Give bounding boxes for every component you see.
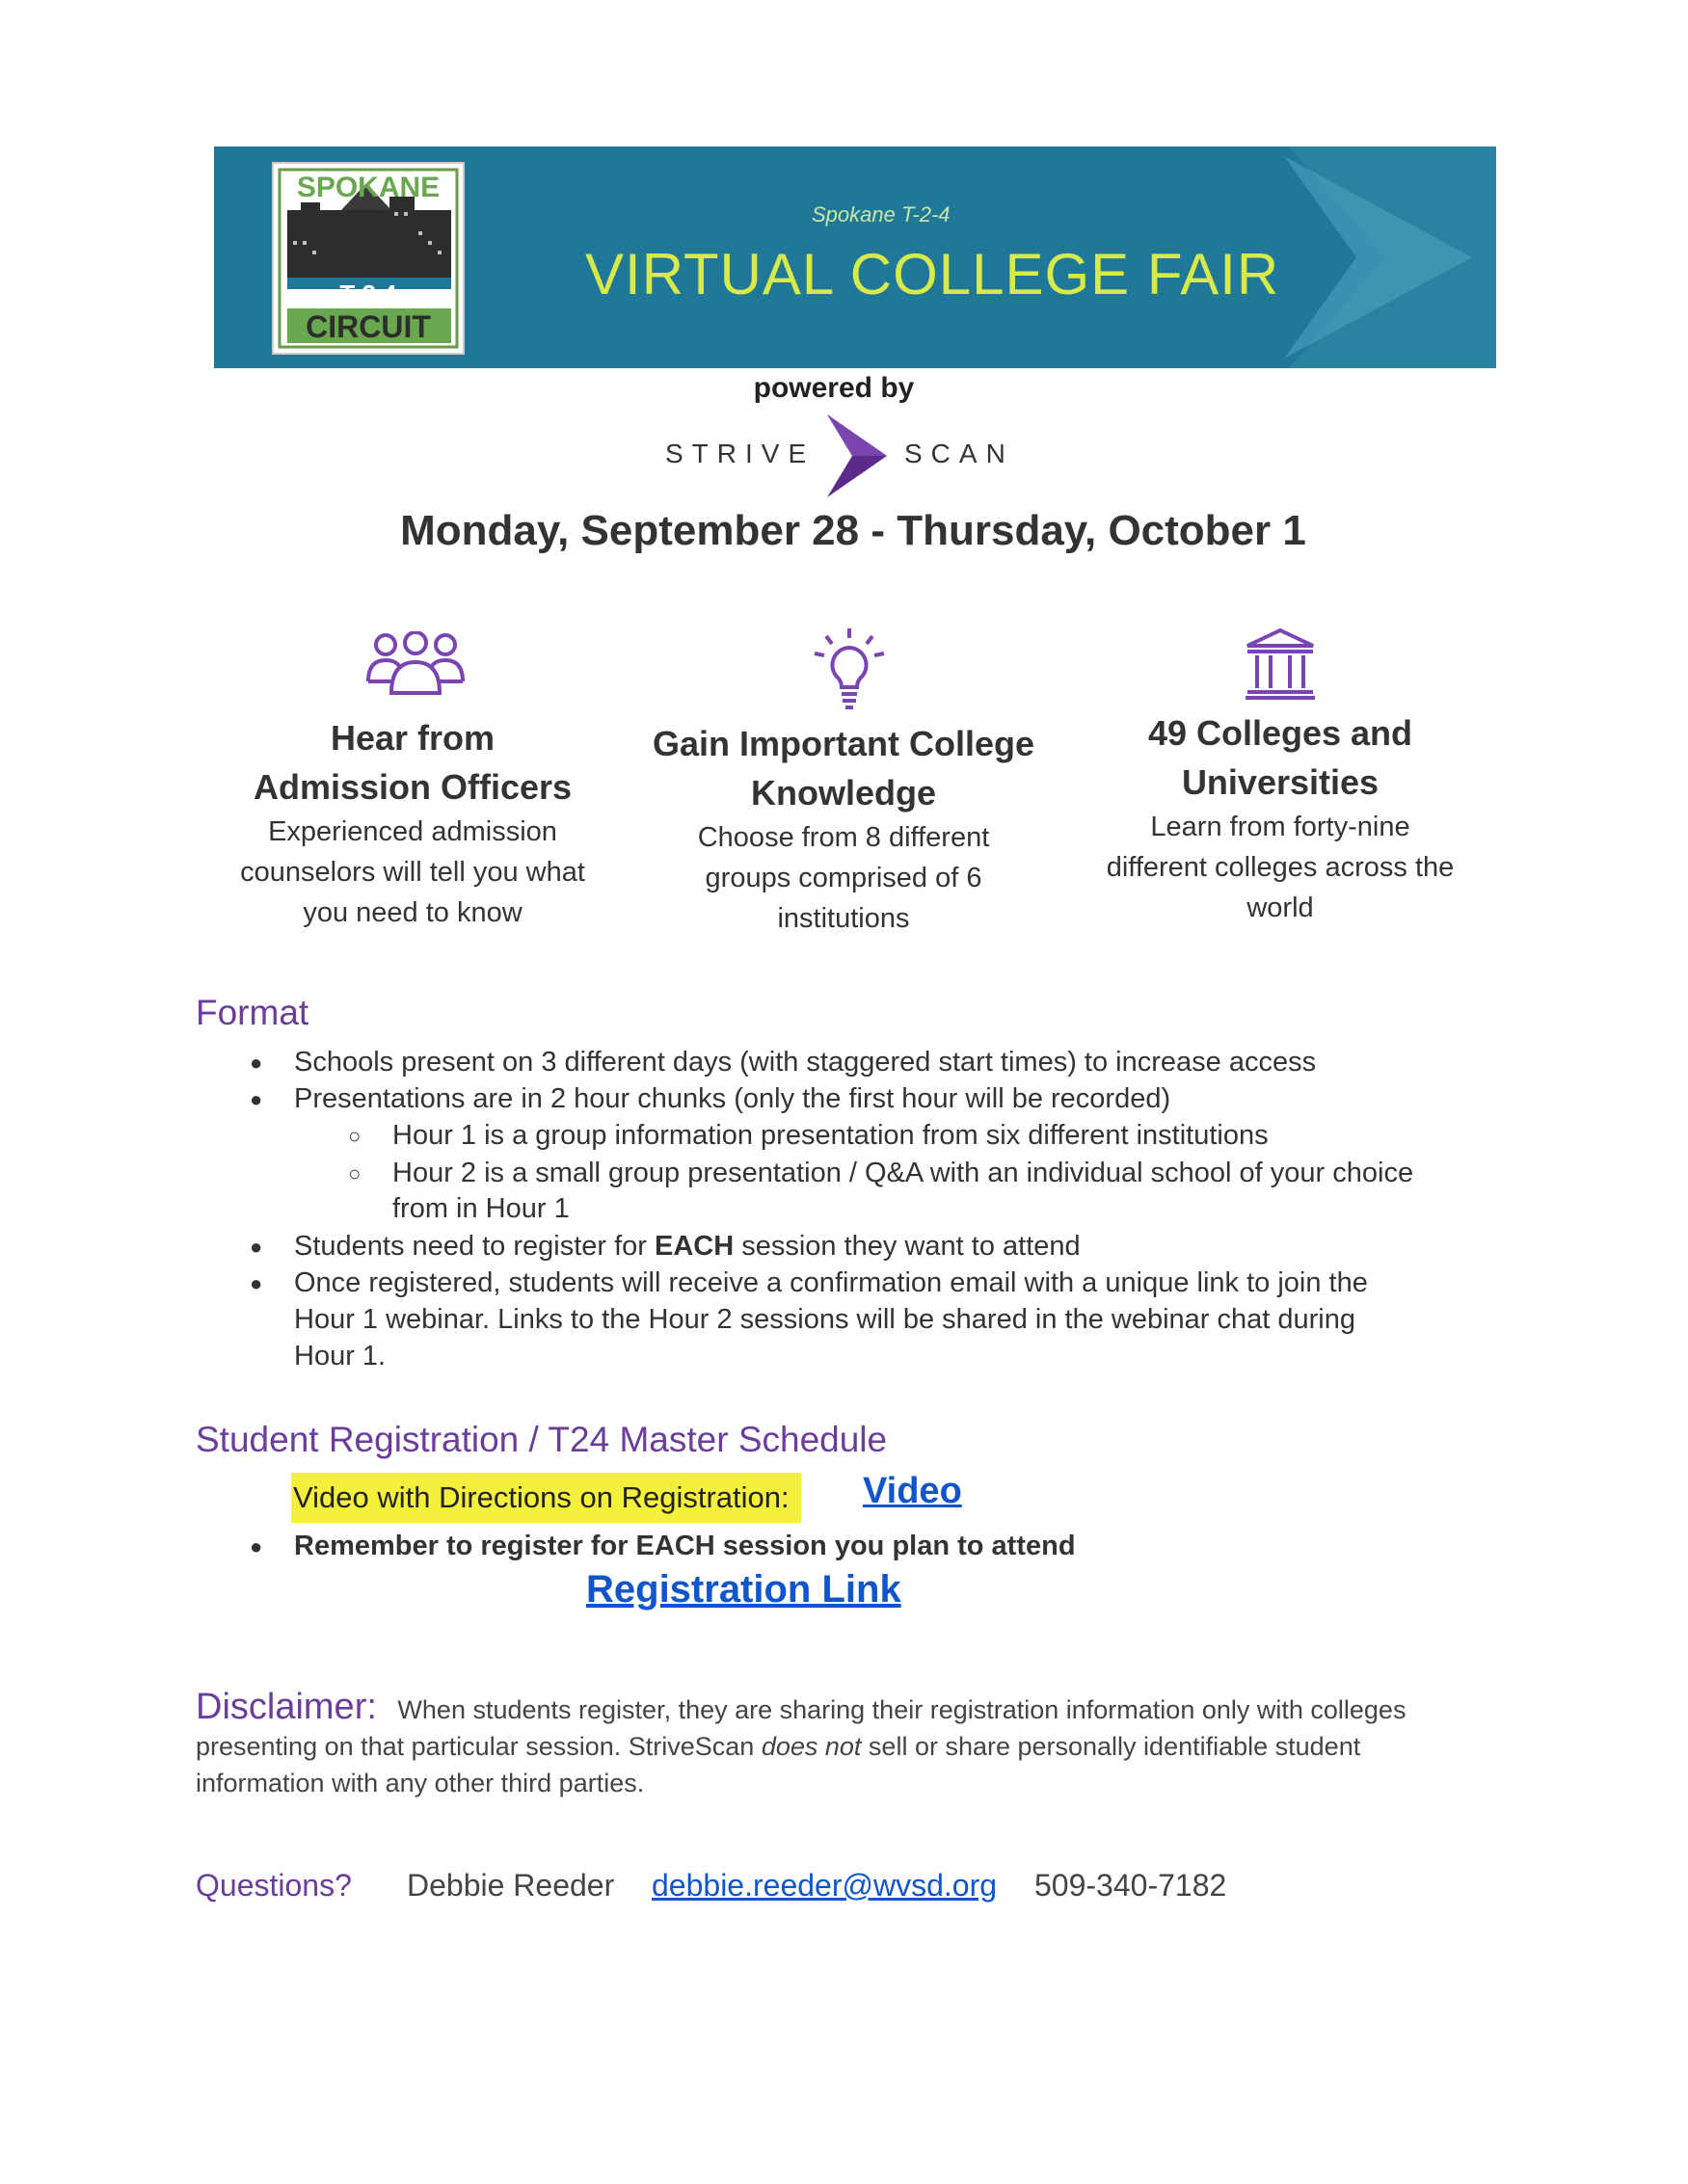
- feature-title-line: Hear from: [330, 718, 496, 758]
- chevron-right-icon: [812, 413, 898, 499]
- bullet-icon: ●: [250, 1271, 263, 1295]
- format-bullet: ● Schools present on 3 different days (with staggered start times) to increase access: [294, 1045, 1316, 1080]
- spokane-t24-circuit-logo: [272, 162, 465, 355]
- feature-description-line: counselors will tell you what: [240, 857, 585, 888]
- lightbulb-icon: [813, 626, 886, 718]
- format-bullet: ● Once registered, students will receive a confirmation email with a unique link to join the: [294, 1265, 1368, 1301]
- format-sub-bullet-continuation: from in Hour 1: [392, 1193, 570, 1224]
- format-bullet-continuation: Hour 1.: [294, 1341, 387, 1372]
- svg-text:CIRCUIT: CIRCUIT: [306, 309, 431, 344]
- feature-admission-officers: [210, 713, 615, 933]
- feature-description-line: world: [1246, 892, 1314, 923]
- people-group-icon: [364, 631, 467, 702]
- bullet-icon: ●: [250, 1087, 263, 1111]
- svg-text:SPOKANE: SPOKANE: [296, 172, 441, 203]
- header-banner: [214, 146, 1496, 368]
- bullet-icon: ●: [250, 1051, 263, 1075]
- feature-title-line: Knowledge: [750, 773, 936, 812]
- bullet-icon: ●: [250, 1235, 263, 1259]
- format-sub-bullet: ○ Hour 1 is a group information presentation from six different institutions: [392, 1118, 1269, 1154]
- feature-description-line: Experienced admission: [268, 816, 557, 847]
- brand-scan: SCAN: [904, 439, 1014, 468]
- format-heading: Format: [196, 993, 309, 1032]
- feature-title-line: Admission Officers: [253, 767, 573, 807]
- format-bullet-continuation: Hour 1 webinar. Links to the Hour 2 sessions will be shared in the webinar chat during: [294, 1304, 1355, 1335]
- brand-strive: STRIVE: [665, 439, 816, 468]
- svg-text:T 2 4: T 2 4: [339, 280, 397, 308]
- video-directions-label: Video with Directions on Registration:: [291, 1473, 801, 1523]
- feature-title-line: Gain Important College: [652, 724, 1035, 763]
- registration-link[interactable]: Registration Link: [586, 1568, 901, 1611]
- powered-by-label: powered by: [753, 372, 915, 404]
- feature-title-line: 49 Colleges and: [1147, 713, 1413, 753]
- format-sub-bullet: ○ Hour 2 is a small group presentation / Q&A with an individual school of your choice: [392, 1156, 1413, 1191]
- video-link[interactable]: Video: [863, 1471, 962, 1511]
- strivescan-logo: [665, 413, 1051, 499]
- feature-description-line: Learn from forty-nine: [1150, 812, 1410, 842]
- registration-reminder: ● Remember to register for EACH session you plan to attend: [294, 1529, 1076, 1564]
- feature-description-line: different colleges across the: [1106, 852, 1455, 883]
- feature-description-line: you need to know: [303, 897, 522, 928]
- format-bullet: ● Presentations are in 2 hour chunks (only the first hour will be recorded): [294, 1081, 1170, 1117]
- event-date-heading: Monday, September 28 - Thursday, October 1: [400, 507, 1306, 554]
- feature-title-line: Universities: [1181, 762, 1380, 802]
- format-bullet: ● Students need to register for EACH session they want to attend: [294, 1229, 1081, 1265]
- contact-phone: 509-340-7182: [1034, 1868, 1227, 1903]
- disclaimer-label: Disclaimer:: [196, 1687, 377, 1727]
- university-building-icon: [1244, 628, 1317, 705]
- feature-college-knowledge: [636, 719, 1051, 939]
- banner-subtitle: Spokane T-2-4: [812, 202, 951, 226]
- disclaimer-paragraph: Disclaimer: When students register, they are sharing their registration information only with colleges presenting on that particular session. StriveScan does not sell or share personally identifiable student information with any other third parties.: [196, 1687, 1407, 1798]
- feature-description-line: groups comprised of 6: [705, 863, 982, 893]
- contact-email-link[interactable]: debbie.reeder@wvsd.org: [652, 1868, 998, 1903]
- bullet-icon: ●: [250, 1534, 263, 1558]
- feature-colleges-universities: [1078, 708, 1483, 928]
- banner-title: VIRTUAL COLLEGE FAIR: [585, 242, 1280, 306]
- contact-name: Debbie Reeder: [407, 1868, 615, 1903]
- feature-description-line: institutions: [777, 903, 910, 934]
- registration-heading: Student Registration / T24 Master Schedule: [196, 1420, 888, 1459]
- circle-bullet-icon: ○: [348, 1124, 362, 1148]
- feature-description-line: Choose from 8 different: [697, 822, 990, 853]
- questions-label: Questions?: [196, 1868, 352, 1903]
- circle-bullet-icon: ○: [348, 1161, 362, 1185]
